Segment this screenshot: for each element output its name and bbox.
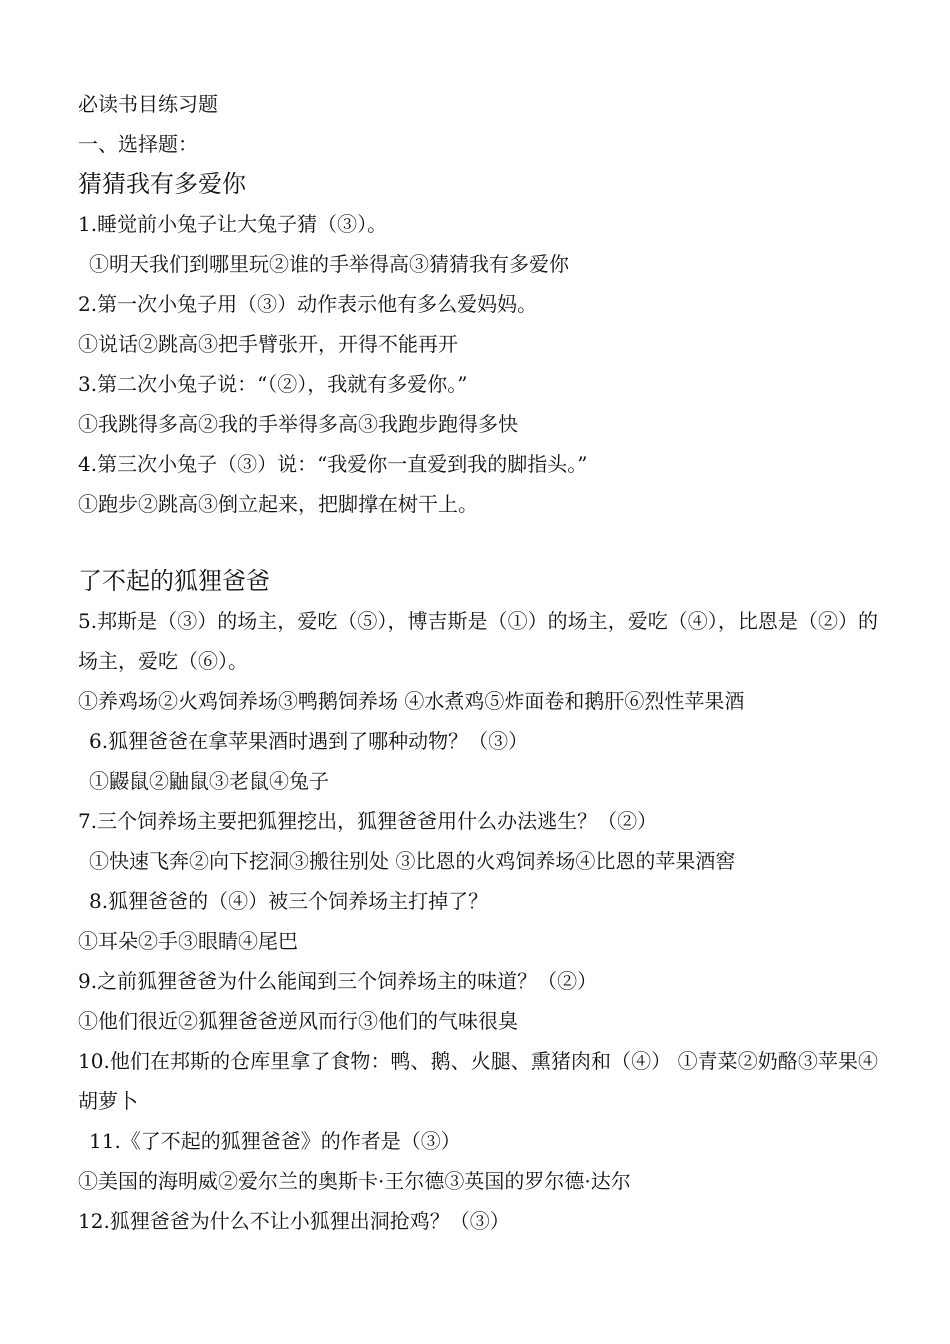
options-line: ①鼹鼠②鼬鼠③老鼠④兔子 xyxy=(89,769,329,793)
options-line: ①美国的海明威②爱尔兰的奥斯卡·王尔德③英国的罗尔德·达尔 xyxy=(78,1169,631,1193)
question-line: 3.第二次小兔子说：“（②），我就有多爱你。” xyxy=(78,372,468,396)
question-line: 6.狐狸爸爸在拿苹果酒时遇到了哪种动物？（③） xyxy=(89,729,529,753)
section-gap xyxy=(78,524,878,561)
book-heading: 了不起的狐狸爸爸 xyxy=(78,567,270,595)
options-line: ①我跳得多高②我的手举得多高③我跑步跑得多快 xyxy=(78,412,518,436)
question-line: 11.《了不起的狐狸爸爸》的作者是（③） xyxy=(89,1129,461,1153)
question-line: 1.睡觉前小兔子让大兔子猜（③）。 xyxy=(78,212,388,236)
question-line: 7.三个饲养场主要把狐狸挖出，狐狸爸爸用什么办法逃生？（②） xyxy=(78,809,658,833)
question-line: 5.邦斯是（③）的场主，爱吃（⑤），博吉斯是（①）的场主，爱吃（④），比恩是（②）的场主，爱吃（⑥）。 xyxy=(78,609,878,673)
document-title: 必读书目练习题 xyxy=(78,92,218,116)
options-line: ①快速飞奔②向下挖洞③搬往别处 ③比恩的火鸡饲养场④比恩的苹果酒窖 xyxy=(89,849,736,873)
question-line: 8.狐狸爸爸的（④）被三个饲养场主打掉了？ xyxy=(89,889,489,913)
options-line: ①他们很近②狐狸爸爸逆风而行③他们的气味很臭 xyxy=(78,1009,518,1033)
options-line: ①耳朵②手③眼睛④尾巴 xyxy=(78,929,298,953)
question-line: 4.第三次小兔子（③）说：“我爱你一直爱到我的脚指头。” xyxy=(78,452,588,476)
question-line: 9.之前狐狸爸爸为什么能闻到三个饲养场主的味道？（②） xyxy=(78,969,598,993)
question-line: 10.他们在邦斯的仓库里拿了食物：鸭、鹅、火腿、熏猪肉和（④） ①青菜②奶酪③苹果④胡萝卜 xyxy=(78,1049,878,1113)
question-line: 12.狐狸爸爸为什么不让小狐狸出洞抢鸡？（③） xyxy=(78,1209,510,1233)
options-line: ①明天我们到哪里玩②谁的手举得高③猜猜我有多爱你 xyxy=(89,252,569,276)
question-line: 2.第一次小兔子用（③）动作表示他有多么爱妈妈。 xyxy=(78,292,538,316)
document-page xyxy=(78,84,878,1241)
options-line: ①养鸡场②火鸡饲养场③鸭鹅饲养场 ④水煮鸡⑤炸面卷和鹅肝⑥烈性苹果酒 xyxy=(78,689,745,713)
options-line: ①说话②跳高③把手臂张开，开得不能再开 xyxy=(78,332,458,356)
part-heading: 一、选择题： xyxy=(78,132,198,156)
options-line: ①跑步②跳高③倒立起来，把脚撑在树干上。 xyxy=(78,492,478,516)
book-heading: 猜猜我有多爱你 xyxy=(78,170,246,198)
